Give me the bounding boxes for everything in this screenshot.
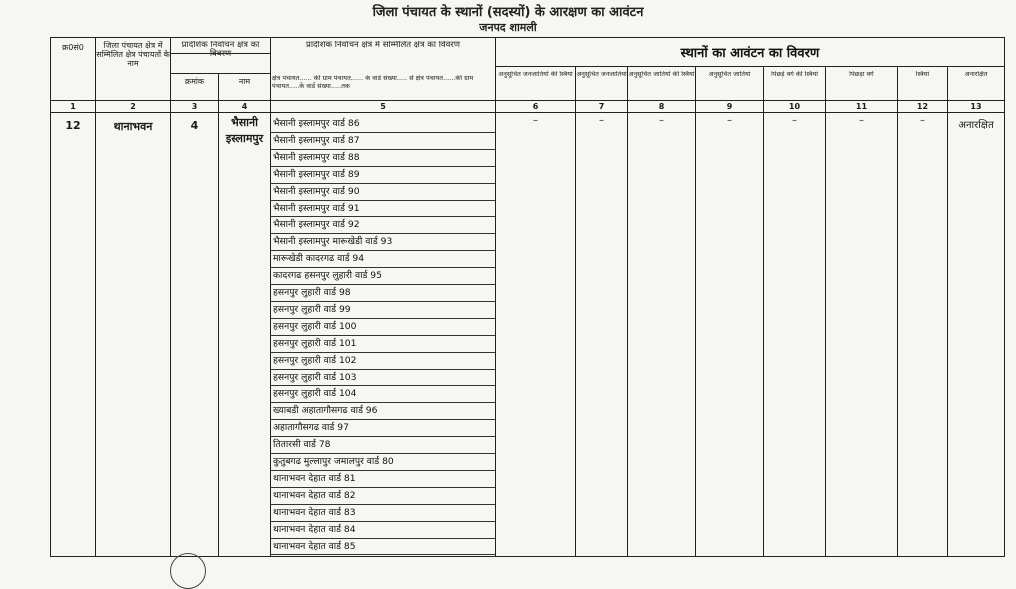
col13-value: अनारक्षित (958, 120, 994, 131)
col-number: 6 (532, 102, 539, 111)
col6-header: अनुसूचित जनजातियों की स्त्रियां (498, 71, 573, 78)
ward-row: भैसानी इस्लामपुर वार्ड 89 (273, 168, 360, 180)
ward-row: भैसानी इस्लामपुर वार्ड 91 (273, 202, 360, 214)
page-title: जिला पंचायत के स्थानों (सदस्यों) के आरक्षण का आवंटन (372, 5, 644, 20)
ward-row-line (270, 419, 495, 420)
col-number: 4 (241, 102, 248, 111)
col2-header: जिला पंचायत क्षेत्र में सम्मिलित क्षेत्र पंचायतों के नाम (96, 41, 170, 68)
ward-row-line (270, 183, 495, 184)
col12-header: स्त्रियां (915, 71, 930, 78)
col6-value: – (533, 115, 538, 126)
ward-row-line (270, 149, 495, 150)
ward-row-line (270, 267, 495, 268)
col34-group-header: प्रादेशिक निर्वाचन क्षेत्र का विवरण (181, 41, 260, 59)
ward-row-line (270, 453, 495, 454)
col8-value: – (659, 115, 664, 126)
row-naam-line2: इस्लामपुर (225, 132, 264, 145)
col8-header: अनुसूचित जातियों की स्त्रियां (628, 71, 695, 78)
ward-row: भैसानी इस्लामपुर वार्ड 88 (273, 151, 360, 163)
col-number: 13 (970, 102, 982, 111)
col10-value: – (792, 115, 797, 126)
ward-row: थानाभवन देहात वार्ड 83 (273, 506, 356, 518)
ward-row-line (270, 335, 495, 336)
col-number: 5 (380, 102, 386, 111)
ward-row: हसनपुर लुहारी वार्ड 99 (273, 303, 351, 315)
sub-divider-34 (170, 73, 270, 74)
allocation-table (50, 37, 1005, 557)
col9-value: – (727, 115, 732, 126)
col9-header: अनुसूचित जातियां (708, 71, 751, 78)
ward-row: ख्याबडी अहातागौसगढ वार्ड 96 (273, 405, 378, 417)
ward-row: भैसानी इस्लामपुर वार्ड 87 (273, 134, 360, 146)
ward-row-line (270, 504, 495, 505)
ward-row: हसनपुर लुहारी वार्ड 98 (273, 287, 351, 298)
ward-row: थानाभवन देहात वार्ड 82 (273, 489, 356, 501)
col11-value: – (859, 115, 864, 126)
ward-row-line (270, 521, 495, 522)
col13-header: अनारक्षित (964, 71, 988, 78)
ward-row-line (270, 250, 495, 251)
ward-row-line (270, 284, 495, 285)
colnum-bottom-line (50, 112, 1005, 113)
ward-row-line (270, 554, 495, 555)
ward-row-line (270, 369, 495, 370)
col-number: 11 (855, 102, 868, 111)
col11-header: पिछड़ा वर्ग (849, 71, 874, 78)
col-number: 8 (658, 102, 665, 111)
ward-row: थानाभवन देहात वार्ड 81 (273, 472, 356, 484)
ward-row: कुतुबगढ मुल्लापुर जमालपुर वार्ड 80 (273, 456, 394, 467)
ward-row: भैसानी इस्लामपुर वार्ड 86 (273, 118, 360, 129)
ward-row: हसनपुर लुहारी वार्ड 102 (273, 354, 357, 366)
col10-header: पिछड़े वर्ग की स्त्रियां (771, 71, 818, 78)
ward-row: भैसानी इस्लामपुर मारूखेडी वार्ड 93 (273, 236, 393, 248)
ward-row-line (270, 132, 495, 133)
ward-row-line (270, 538, 495, 539)
col-number: 7 (598, 102, 605, 111)
col-number: 9 (726, 102, 733, 111)
ward-row: हसनपुर लुहारी वार्ड 101 (273, 337, 357, 349)
row-naam-line1: भैसानी (231, 116, 258, 129)
col5-group-header: प्रादेशिक निर्वाचन क्षेत्र में सम्मिलित क्षेत्र का विवरण (306, 41, 460, 50)
ward-row-line (270, 216, 495, 217)
col12-value: – (920, 115, 925, 126)
col7-header: अनुसूचित जनजातियां (576, 71, 627, 78)
ward-row-line (270, 487, 495, 488)
col-number: 2 (130, 102, 136, 111)
row-kshetra-panchayat: थानाभवन (113, 120, 153, 133)
ward-row-line (270, 402, 495, 403)
stamp-circle (170, 553, 206, 589)
col-number: 10 (788, 102, 801, 111)
ward-row: थानाभवन देहात वार्ड 85 (273, 540, 356, 552)
col-number: 12 (916, 102, 929, 111)
col-number: 3 (191, 102, 198, 111)
row-serial: 12 (65, 119, 81, 132)
table-border-right (1004, 37, 1005, 557)
colnum-top-line (50, 100, 1005, 101)
ward-row: कादरगढ हसनपुर लुहारी वार्ड 95 (273, 270, 382, 282)
ward-row: तितारसी वार्ड 78 (273, 439, 331, 451)
ward-row-line (270, 200, 495, 201)
table-border-top (50, 37, 1005, 38)
row-kramank: 4 (190, 119, 199, 132)
col4-header: नाम (238, 77, 251, 86)
ward-row: अहातागौसगढ वार्ड 97 (273, 422, 349, 434)
col3-header: क्रमांक (184, 77, 205, 86)
allot-divider (495, 66, 1005, 67)
ward-row: थानाभवन देहात वार्ड 84 (273, 523, 356, 535)
allocation-group-header: स्थानों का आवंटन का विवरण (680, 46, 820, 61)
ward-row: हसनपुर लुहारी वार्ड 103 (273, 371, 357, 383)
ward-row-line (270, 166, 495, 167)
ward-row-line (270, 470, 495, 471)
table-border-left (50, 37, 51, 557)
col7-value: – (599, 115, 604, 126)
col5-sub-header: क्षेत्र पंचायत...... की ग्राम पंचायत...... के वार्ड संख्या..... से क्षेत्र पंचायत......की ग्राम पंचायत.....के वार्ड संख्या.....तक (272, 75, 474, 90)
ward-row-line (270, 436, 495, 437)
ward-row: भैसानी इस्लामपुर वार्ड 92 (273, 219, 360, 231)
ward-row: हसनपुर लुहारी वार्ड 100 (273, 320, 357, 332)
ward-row-line (270, 301, 495, 302)
ward-row: हसनपुर लुहारी वार्ड 104 (273, 388, 357, 400)
ward-row: मारूखेडी कादरगढ वार्ड 94 (273, 253, 365, 265)
col1-header: क्र0सं0 (62, 43, 84, 52)
page-subtitle: जनपद शामली (479, 21, 537, 34)
col-number: 1 (70, 102, 76, 111)
ward-row-line (270, 385, 495, 386)
ward-row: भैसानी इस्लामपुर वार्ड 90 (273, 185, 360, 197)
ward-row-line (270, 352, 495, 353)
ward-row-line (270, 233, 495, 234)
ward-row-line (270, 318, 495, 319)
